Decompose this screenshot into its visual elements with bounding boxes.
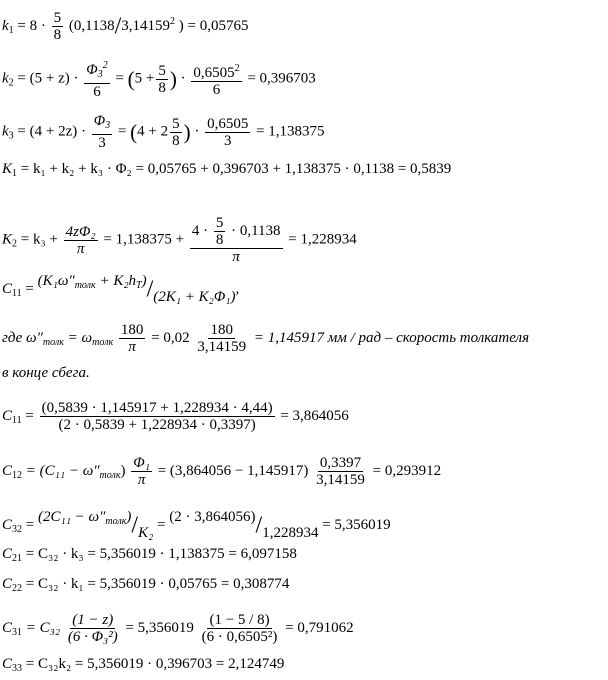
denominator: 3 [98, 135, 106, 151]
formula-C32 [2, 508, 391, 542]
paren-open: ( [130, 120, 138, 144]
slash: / [146, 276, 154, 303]
paren-close: ) [183, 120, 191, 144]
subscript: 1 [12, 168, 18, 179]
denominator: 8 [53, 27, 62, 43]
fraction [52, 10, 64, 43]
subscript: толк [42, 336, 64, 348]
text: = (5 + z) · [17, 70, 79, 87]
denominator: 3,14159 [197, 339, 247, 355]
text: ) [126, 509, 132, 525]
numerator: 180 [210, 322, 233, 338]
symbol: C [2, 407, 13, 424]
text: + K₂h [99, 273, 137, 289]
denominator: π [128, 339, 136, 355]
text: в конце сбега. [2, 365, 90, 381]
text: = k₁ + k₂ + k₃ · Φ₂ = 0,05765 + 0,396703 + 1,138375 · 0,1138 = 0,5839 [20, 161, 452, 177]
superscript: 2 [102, 60, 108, 71]
numerator: Φ₁ [133, 455, 150, 471]
text: = k₃ + [20, 231, 58, 248]
formula-k3: $k_3 = (4 + 2z)$ · $\frac{\Phi_3}{3}$ = (4 + 2 $\frac{5}{8}$ ) · $\frac{0,6505}{3}$ = 1,138375 [2, 113, 325, 151]
denominator: (6 · Φ₃²) [67, 629, 118, 645]
subscript: толк [92, 336, 114, 348]
symbol: k [2, 17, 9, 34]
text: = [25, 517, 35, 533]
symbol: K [2, 231, 13, 248]
subscript: 12 [12, 469, 23, 481]
symbol: C [2, 576, 13, 592]
fraction [205, 116, 250, 149]
symbol: k [2, 123, 9, 140]
phi: Φ [86, 62, 98, 78]
superscript: 2 [170, 15, 176, 27]
text: 5 + [134, 70, 155, 87]
subscript: толк [105, 516, 127, 527]
text: = C₃₂ [25, 619, 61, 636]
denominator: 8 [172, 132, 180, 149]
denominator: (2K₁ + K₂Φ₁) [153, 289, 236, 305]
denominator: (2 · 0,5839 + 1,228934 · 0,3397) [58, 417, 256, 433]
text: = (C₁₁ − ω″ [25, 462, 100, 479]
fraction [119, 322, 146, 355]
subscript: 22 [12, 583, 23, 594]
numerator [191, 61, 241, 82]
formula-C33 [2, 655, 284, 678]
symbol: C [2, 517, 13, 533]
formula-C11-general [2, 272, 239, 306]
text: · 0,1138 [231, 222, 281, 239]
formula-K1 [2, 160, 451, 183]
text: = (3,864056 − 1,145917) [157, 462, 309, 479]
text: (2C₁₁ − ω″ [37, 509, 106, 525]
text: = [115, 70, 124, 87]
paren-open: ( [127, 67, 135, 91]
denominator: 3,14159 [316, 472, 365, 488]
text: = 5,356019 [125, 619, 194, 636]
fraction [92, 113, 112, 151]
text: ) [120, 462, 126, 479]
result: = 0,791062 [285, 619, 354, 636]
result: = 3,864056 [280, 407, 349, 424]
subscript: T [136, 280, 142, 291]
numerator: (0,5839 · 1,145917 + 1,228934 · 4,44) [41, 400, 273, 416]
formula-C12 [2, 455, 441, 488]
subscript: 11 [12, 414, 22, 426]
subscript: 32 [12, 524, 23, 535]
denominator: π [137, 472, 146, 488]
text: (K₁ω″ [37, 273, 75, 289]
denominator: π [76, 240, 85, 257]
fraction [84, 58, 109, 100]
symbol: C [2, 619, 13, 636]
symbol: C [2, 546, 13, 562]
symbol: C [2, 281, 13, 297]
formula-omega [2, 322, 529, 355]
text: = [117, 123, 127, 140]
fraction [64, 224, 98, 257]
numerator: 180 [120, 322, 144, 338]
fraction [40, 400, 275, 433]
denominator: 1,228934 [262, 525, 319, 541]
fraction [314, 455, 367, 488]
fraction [200, 612, 280, 645]
formula-k1 [2, 10, 248, 43]
result: = 5,356019 [322, 517, 391, 533]
subscript: 11 [12, 288, 22, 299]
denominator: π [232, 249, 240, 265]
numerator: (2 · 3,864056) [169, 509, 256, 525]
phi: Φ [93, 113, 106, 129]
fraction [214, 215, 226, 248]
subscript: 2 [8, 77, 14, 89]
text: = 1,138375 + [103, 231, 185, 248]
subscript: 31 [12, 626, 23, 638]
numerator: 5 [215, 215, 224, 231]
fraction [66, 612, 120, 645]
numerator: 5 [158, 62, 166, 79]
formula-C31 [2, 612, 354, 645]
text: = [25, 281, 34, 297]
result: = 0,293912 [372, 462, 442, 479]
slash: / [114, 13, 122, 40]
subscript: толк [74, 280, 96, 291]
denominator: 3 [223, 132, 232, 149]
fraction [195, 322, 248, 355]
text: , [235, 281, 240, 297]
formula-C11: $C_{11}$ = $\frac{(0,5839 \cdot 1,145917 + 1,228934 \cdot 4,44)}{(2 \cdot 0,5839 + 1,228934 \cdot 0,3397)}$ = 3,864056 [2, 400, 349, 433]
subscript: 3 [8, 130, 14, 142]
denominator: (6 · 0,6505²) [201, 629, 278, 645]
text: (0,1138 [68, 17, 115, 34]
text: = 1,145917 мм / рад – скорость толкателя [253, 329, 530, 346]
subscript: 21 [12, 553, 23, 564]
text: где ω″ [2, 329, 43, 346]
text: = 0,02 [151, 329, 190, 346]
formula-C21 [2, 545, 297, 568]
denominator: 8 [158, 79, 166, 96]
text: 4 + 2 [137, 123, 169, 140]
slash: / [131, 512, 139, 539]
text: 4 · [191, 222, 209, 239]
value: 0,6505 [193, 64, 235, 81]
text: = C₃₂ · k₁ = 5,356019 · 0,05765 = 0,308774 [25, 576, 290, 592]
subscript: 1 [8, 24, 14, 36]
superscript: 2 [234, 62, 240, 74]
subscript: 3 [105, 120, 111, 131]
symbol: C [2, 656, 13, 672]
fraction [190, 215, 283, 265]
denominator: 8 [215, 232, 224, 248]
numerator [92, 113, 112, 135]
text: = C₃₂k₂ = 5,356019 · 0,396703 = 2,124749 [25, 656, 285, 672]
numerator: 0,3397 [319, 455, 362, 471]
numerator: 4zΦ₂ [65, 223, 96, 240]
numerator: (1 − z) [72, 612, 114, 628]
denominator: 6 [212, 81, 221, 98]
subscript: 3 [97, 69, 103, 80]
denominator: K₂ [138, 525, 154, 541]
fraction [156, 63, 168, 96]
fraction [170, 116, 182, 149]
numerator: 5 [172, 115, 180, 132]
numerator: $(K_1\omega''_{толк} + K_2h_T)$ [37, 273, 147, 291]
formula-k2: $k_2 = (5 + z)$ · $\frac{\Phi_3^2}{6}$ = (5 + $\frac{5}{8}$ ) · $\frac{0,6505^2}{6}$ = 0,396703 [2, 60, 316, 100]
formula-C22 [2, 575, 289, 598]
symbol: C [2, 462, 13, 479]
subscript: толк [99, 469, 121, 481]
fraction [191, 61, 241, 98]
result: = 0,396703 [247, 70, 316, 87]
numerator [84, 58, 109, 84]
result: = 1,138375 [256, 123, 325, 140]
text-line [2, 364, 90, 382]
text: = 8 · [17, 17, 46, 34]
text: = [157, 517, 166, 533]
symbol: K [2, 161, 13, 177]
slash: / [255, 512, 263, 539]
text: ) = 0,05765 [178, 17, 249, 34]
numerator: 5 [53, 10, 62, 26]
fraction [131, 455, 152, 488]
denominator: 6 [93, 84, 101, 100]
result: = 1,228934 [288, 231, 357, 248]
text: = ω [67, 329, 93, 346]
symbol: k [2, 70, 9, 87]
formula-K2 [2, 215, 357, 265]
numerator: 0,6505 [207, 115, 249, 132]
subscript: 33 [12, 663, 23, 674]
numerator: (1 − 5 / 8) [209, 612, 270, 628]
text: 3,14159 [121, 17, 171, 34]
text: = (4 + 2z) · [17, 123, 86, 140]
paren-close: ) [169, 67, 177, 91]
numerator [38, 509, 131, 525]
numerator [190, 215, 283, 249]
subscript: 2 [12, 238, 18, 250]
text: = C₃₂ · k₃ = 5,356019 · 1,138375 = 6,097158 [25, 546, 297, 562]
